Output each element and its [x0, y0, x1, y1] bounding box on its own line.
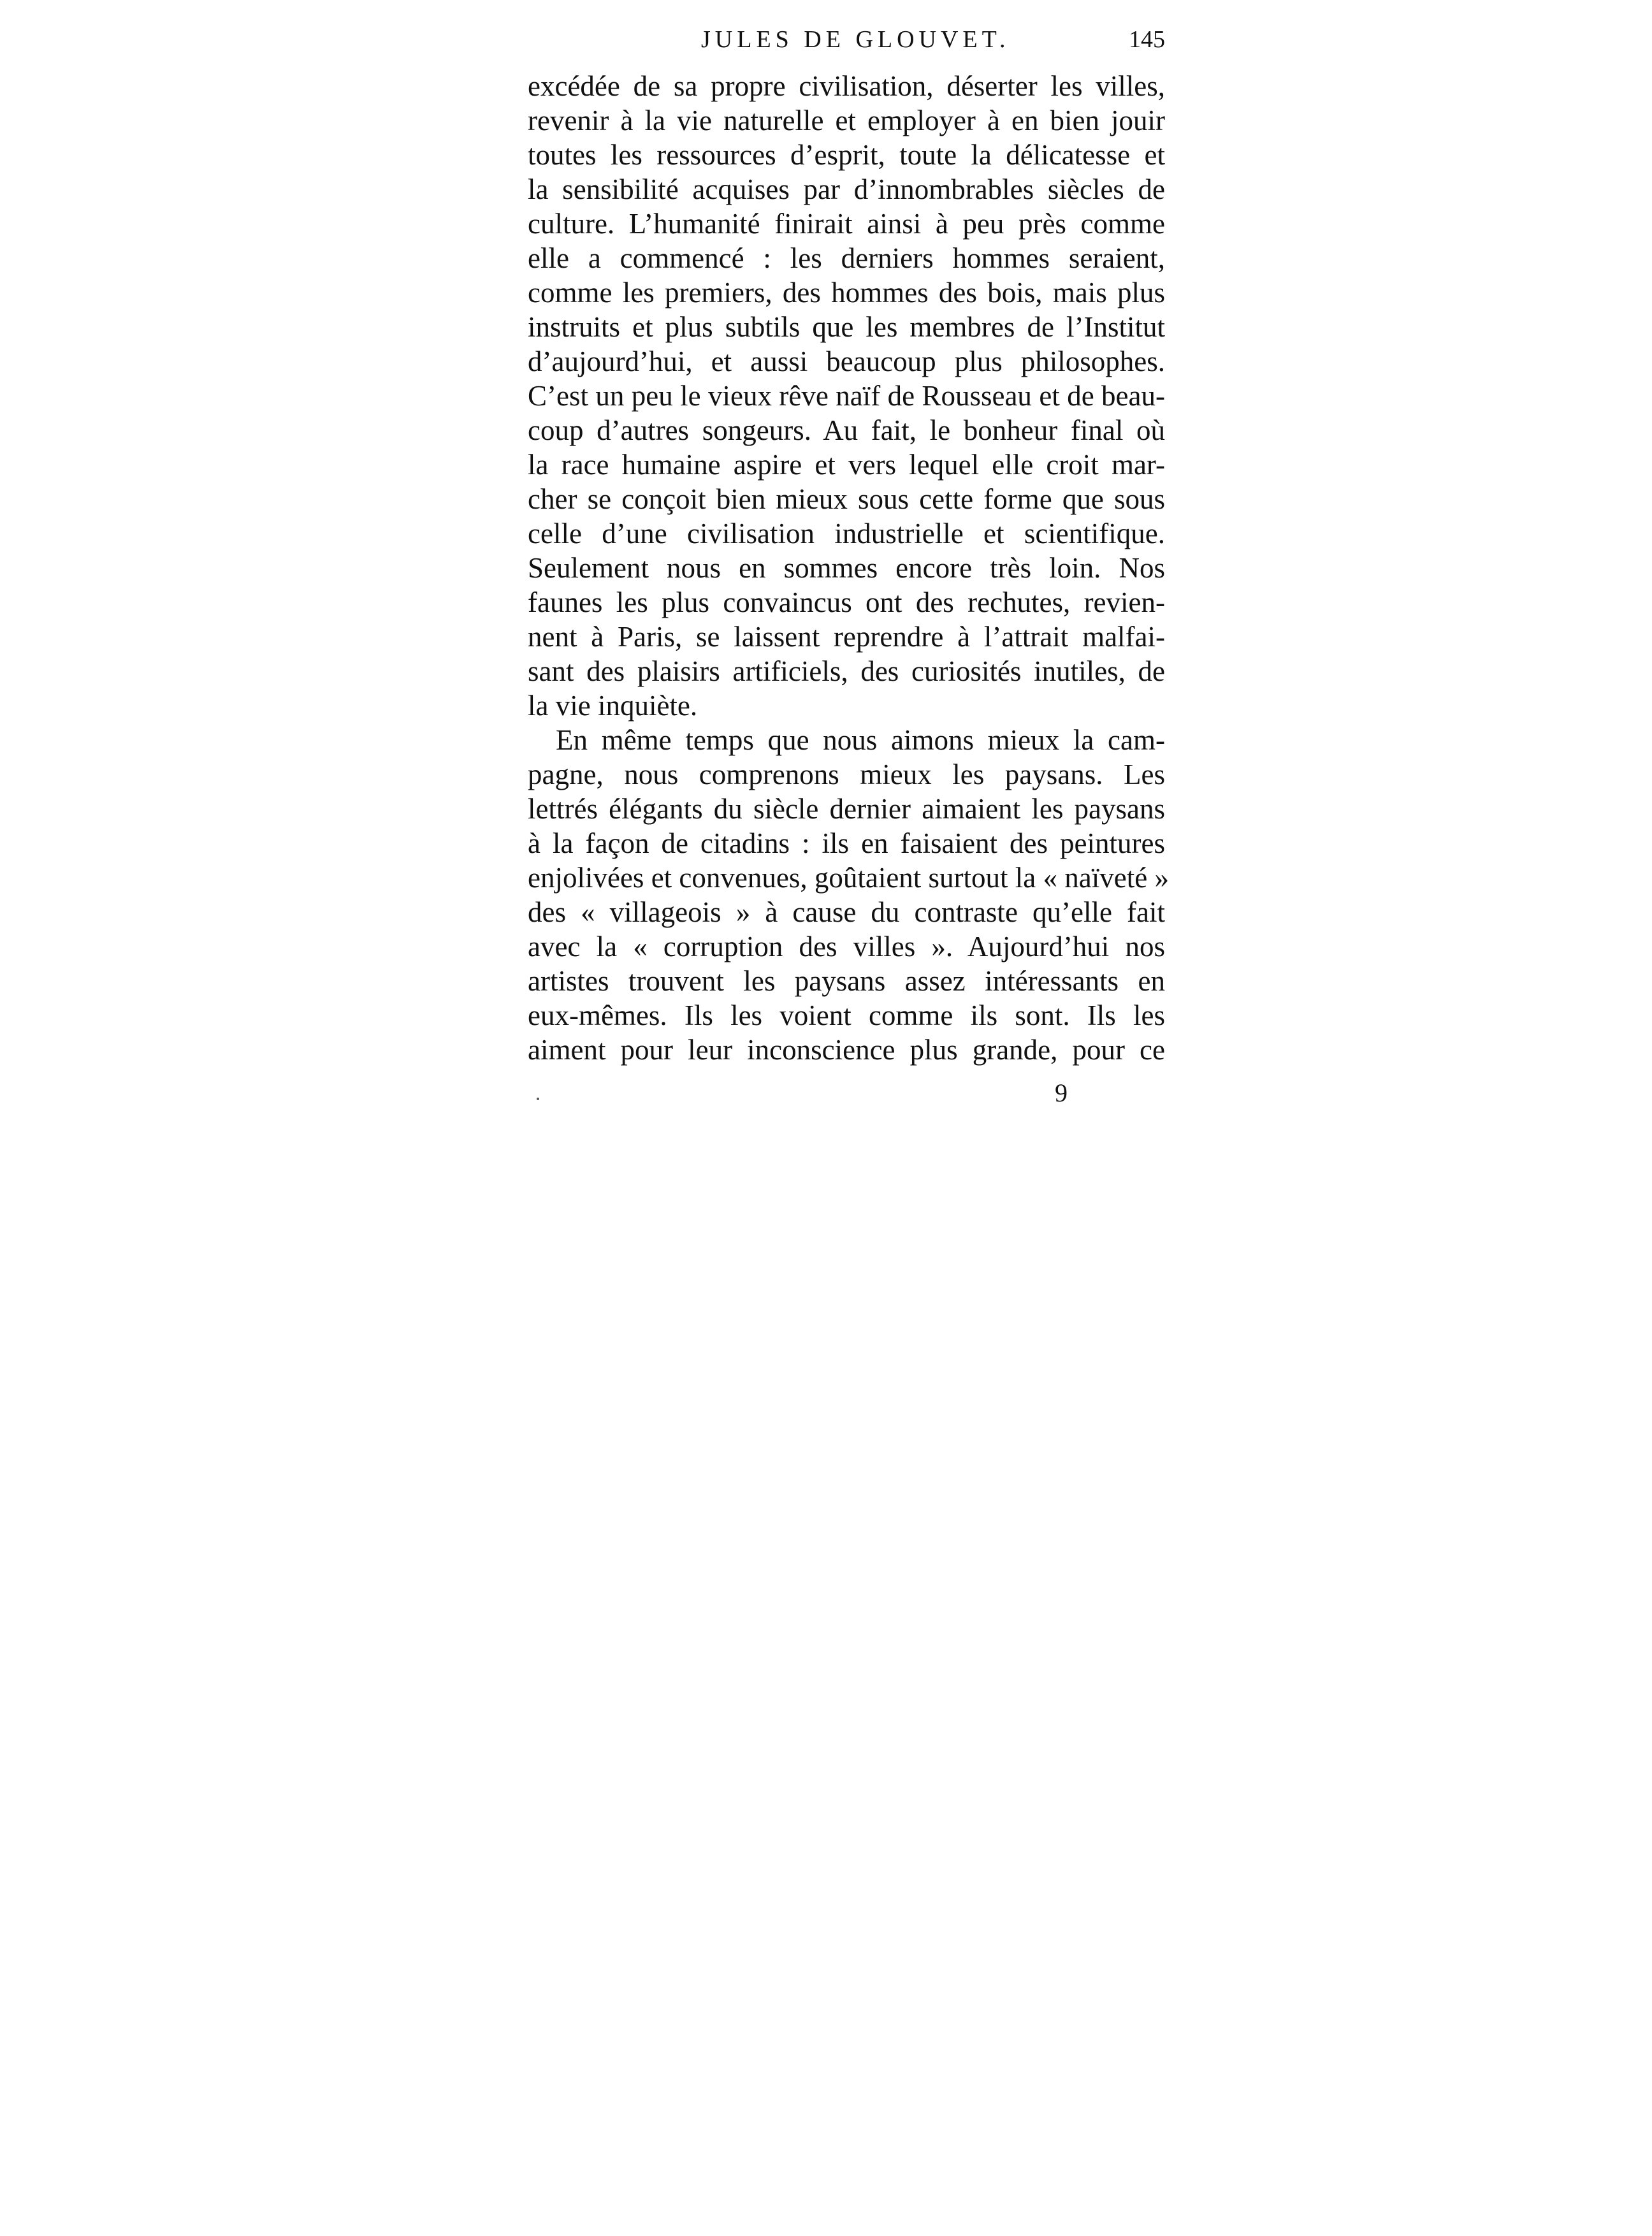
text-line: culture. L’humanité finirait ainsi à peu près comme [528, 208, 1165, 240]
text-line: artistes trouvent les paysans assez intéressants en [528, 965, 1165, 997]
running-title: JULES DE GLOUVET. [701, 26, 1010, 53]
text-line: instruits et plus subtils que les membres de l’Institut [528, 311, 1165, 343]
text-line: la race humaine aspire et vers lequel elle croit mar- [528, 449, 1165, 481]
text-line: C’est un peu le vieux rêve naïf de Rousseau et de beau- [528, 380, 1165, 412]
text-line: Seulement nous en sommes encore très loin. Nos [528, 552, 1165, 584]
text-line: des « villageois » à cause du contraste qu’elle fait [528, 896, 1165, 928]
text-line: d’aujourd’hui, et aussi beaucoup plus philosophes. [528, 345, 1165, 377]
text-line: aiment pour leur inconscience plus grande, pour ce [528, 1034, 1165, 1066]
text-line: faunes les plus convaincus ont des rechutes, revien- [528, 586, 1165, 618]
text-line: elle a commencé : les derniers hommes seraient, [528, 242, 1165, 274]
text-line: revenir à la vie naturelle et employer à en bien jouir [528, 105, 1165, 136]
text-line: enjolivées et convenues, goûtaient surtout la « naïveté » [528, 862, 1169, 894]
text-line: celle d’une civilisation industrielle et scientifique. [528, 518, 1165, 549]
text-line: avec la « corruption des villes ». Aujourd’hui nos [528, 931, 1165, 962]
running-head [528, 20, 1165, 59]
text-line: pagne, nous comprenons mieux les paysans. Les [528, 759, 1165, 790]
signature-mark: 9 [1055, 1078, 1068, 1107]
text-line: comme les premiers, des hommes des bois, mais plus [528, 277, 1165, 309]
paragraph-end-line: la vie inquiète. [528, 690, 698, 722]
body-text [528, 69, 1169, 1067]
text-line: à la façon de citadins : ils en faisaient des peintures [528, 827, 1165, 859]
text-line: cher se conçoit bien mieux sous cette forme que sous [528, 483, 1165, 515]
ink-speck [537, 1098, 539, 1100]
text-line: eux-mêmes. Ils les voient comme ils sont. Ils les [528, 999, 1165, 1031]
paragraph-start-line: En même temps que nous aimons mieux la cam- [556, 724, 1165, 756]
text-line: excédée de sa propre civilisation, déserter les villes, [528, 70, 1165, 102]
page-number: 145 [1129, 26, 1165, 53]
text-line: lettrés élégants du siècle dernier aimaient les paysans [528, 793, 1165, 825]
text-line: nent à Paris, se laissent reprendre à l’attrait malfai- [528, 621, 1165, 653]
text-line: la sensibilité acquises par d’innombrables siècles de [528, 173, 1165, 205]
text-line: coup d’autres songeurs. Au fait, le bonheur final où [528, 414, 1165, 446]
text-line: sant des plaisirs artificiels, des curiosités inutiles, de [528, 655, 1165, 687]
text-line: toutes les ressources d’esprit, toute la délicatesse et [528, 139, 1165, 171]
